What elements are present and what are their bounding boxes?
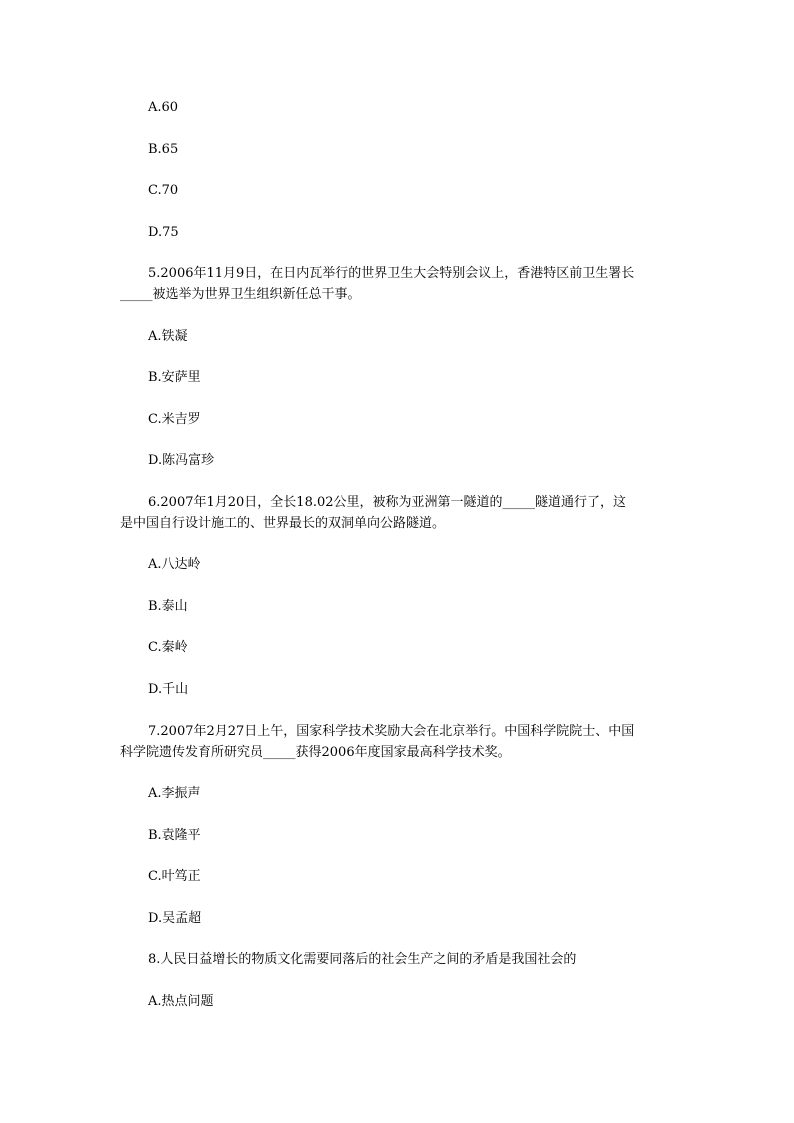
q6-text-line2: 是中国自行设计施工的、世界最长的双洞单向公路隧道。 [120, 516, 446, 531]
q5-text-line1: 5.2006年11月9日，在日内瓦举行的世界卫生大会特别会议上，香港特区前卫生署长 [148, 266, 635, 281]
q6-text-line1: 6.2007年1月20日，全长18.02公里，被称为亚洲第一隧道的_____隧道通行了，这 [148, 495, 627, 510]
q8-text-line1: 8.人民日益增长的物质文化需要同落后的社会生产之间的矛盾是我国社会的 [148, 952, 577, 967]
q4-option-c: C.70 [148, 183, 179, 198]
q5-option-a: A.铁凝 [148, 329, 188, 344]
q5-option-c: C.米吉罗 [148, 412, 201, 427]
q6-option-a: A.八达岭 [148, 557, 201, 572]
q7-option-a: A.李振声 [148, 786, 201, 801]
q7-option-c: C.叶笃正 [148, 869, 201, 884]
q5-text-line2: _____被选举为世界卫生组织新任总干事。 [120, 287, 361, 302]
q4-option-a: A.60 [148, 100, 179, 115]
q6-option-c: C.秦岭 [148, 640, 188, 655]
q5-option-d: D.陈冯富珍 [148, 453, 215, 468]
q7-option-d: D.吴孟超 [148, 911, 202, 926]
q6-option-d: D.千山 [148, 682, 189, 697]
q7-option-b: B.袁隆平 [148, 828, 201, 843]
q7-text-line1: 7.2007年2月27日上午，国家科学技术奖励大会在北京举行。中国科学院院士、中国 [148, 724, 635, 739]
q4-option-d: D.75 [148, 225, 179, 240]
q7-text-line2: 科学院遗传发育所研究员_____获得2006年度国家最高科学技术奖。 [120, 745, 511, 760]
q4-option-b: B.65 [148, 142, 179, 157]
q6-option-b: B.泰山 [148, 599, 188, 614]
q8-option-a: A.热点问题 [148, 994, 214, 1009]
q5-option-b: B.安萨里 [148, 370, 201, 385]
